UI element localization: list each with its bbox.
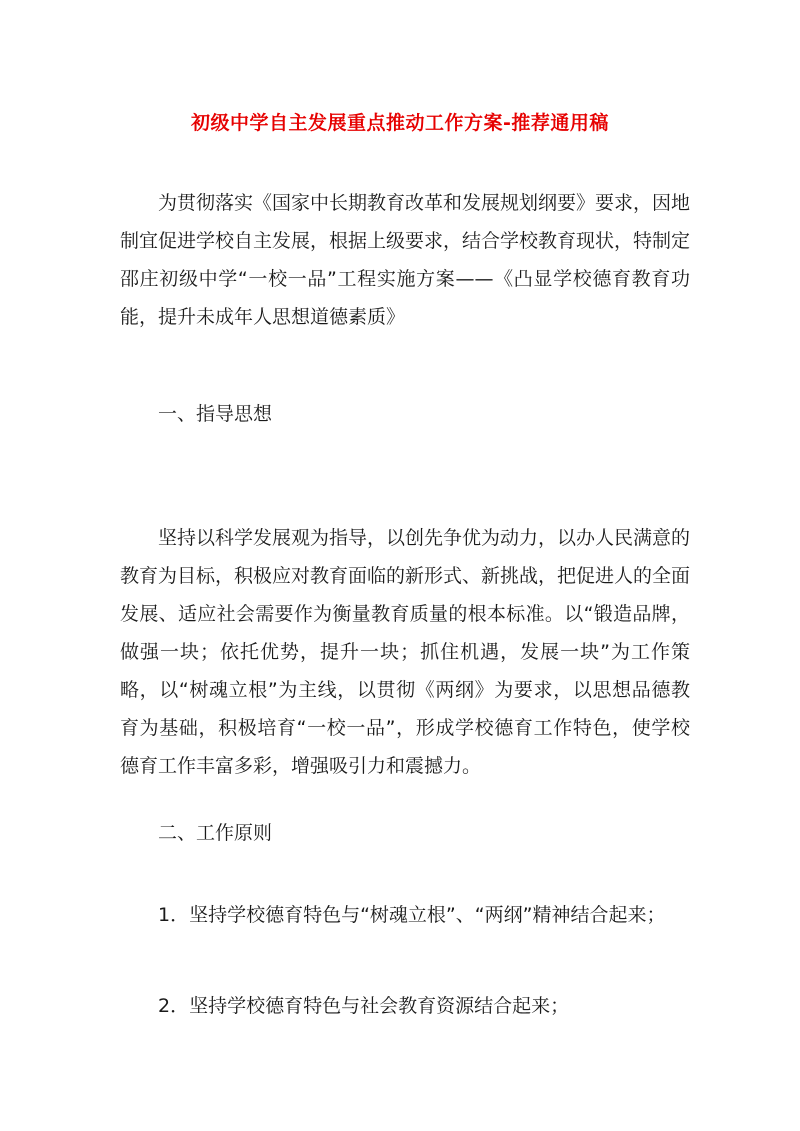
section-heading-guiding-ideology: 一、指导思想 (158, 403, 273, 425)
principle-item: 2．坚持学校德育特色与社会教育资源结合起来； (158, 995, 570, 1017)
section-heading-work-principles: 二、工作原则 (158, 822, 273, 844)
principle-item: 1．坚持学校德育特色与“树魂立根”、“两纲”精神结合起来； (158, 904, 666, 926)
guiding-ideology-paragraph: 坚持以科学发展观为指导，以创先争优为动力，以办人民满意的教育为目标，积极应对教育面临的新形式、新挑战，把促进人的全面发展、适应社会需要作为衡量教育质量的根本标准。以“锻造品牌，做强一块；依托优势，提升一块；抓住机遇，发展一块”为工作策略，以“树魂立根”为主线，以贯彻《两纲》为要求，以思想品德教育为基础，积极培育“一校一品”，形成学校德育工作特色，使学校德育工作丰富多彩，增强吸引力和震撼力。 (120, 527, 691, 777)
document-title: 初级中学自主发展重点推动工作方案-推荐通用稿 (191, 112, 609, 134)
intro-paragraph: 为贯彻落实《国家中长期教育改革和发展规划纲要》要求，因地制宜促进学校自主发展，根据上级要求，结合学校教育现状，特制定邵庄初级中学“一校一品”工程实施方案——《凸显学校德育教育功能，提升未成年人思想道德素质》 (120, 192, 691, 328)
